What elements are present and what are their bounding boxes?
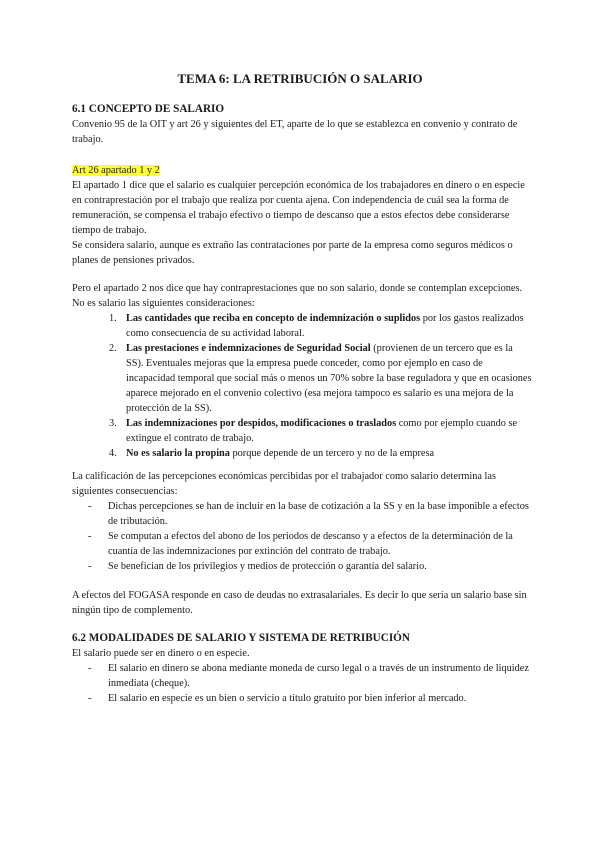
- paragraph-apartado-2: Pero el apartado 2 nos dice que hay contraprestaciones que no son salario, donde se contemplan excepciones. No es salario las siguientes consideraciones:: [72, 283, 523, 309]
- section-2-intro: El salario puede ser en dinero o en especie.: [72, 648, 250, 659]
- paragraph-calificacion: La calificación de las percepciones económicas percibidas por el trabajador como salario determina las siguientes consecuencias:: [72, 471, 496, 497]
- list-item: 2. Las prestaciones e indemnizaciones de Seguridad Social (provienen de un tercero que es la SS). Eventuales mejoras que la empresa puede conceder, como por ejemplo en caso de incapacidad temporal que social más o menos un 70% sobre la base reguladora y que en ocasiones aparece mejorado en el convenio colectivo (esa mejora tampoco es salario es una mejora de la protección de la SS).: [109, 343, 532, 414]
- section-1: [72, 102, 532, 147]
- exceptions-block: [72, 281, 532, 461]
- highlighted-reference: Art 26 apartado 1 y 2: [72, 165, 160, 176]
- modalidades-list: [72, 661, 532, 706]
- exceptions-list: [72, 311, 532, 461]
- art26-block: [72, 163, 532, 268]
- paragraph-salario-seguros: Se considera salario, aunque es extraño las contrataciones por parte de la empresa como seguros médicos o planes de pensiones privados.: [72, 240, 513, 266]
- page-title: TEMA 6: LA RETRIBUCIÓN O SALARIO: [177, 71, 423, 86]
- list-item: 1. Las cantidades que reciba en concepto de indemnización o suplidos por los gastos realizados como consecuencia de su actividad laboral.: [109, 313, 524, 339]
- consequences-list: [72, 499, 532, 574]
- section-2: [72, 631, 532, 706]
- section-1-heading: 6.1 CONCEPTO DE SALARIO: [72, 103, 225, 115]
- list-item: - El salario en especie es un bien o servicio a título gratuito por bien inferior al mercado.: [88, 693, 467, 704]
- section-2-heading: 6.2 MODALIDADES DE SALARIO Y SISTEMA DE RETRIBUCIÓN: [72, 632, 410, 644]
- section-1-intro: Convenio 95 de la OIT y art 26 y siguientes del ET, aparte de lo que se establezca en convenio y contrato de trabajo.: [72, 119, 518, 145]
- fogasa-block: [72, 588, 532, 618]
- list-item: 3. Las indemnizaciones por despidos, modificaciones o traslados como por ejemplo cuando se extingue el contrato de trabajo.: [109, 418, 518, 444]
- list-item: - Dichas percepciones se han de incluir en la base de cotización a la SS y en la base imponible a efectos de tributación.: [88, 501, 529, 527]
- paragraph-apartado-1: El apartado 1 dice que el salario es cualquier percepción económica de los trabajadores en dinero o en especie en contraprestación por el trabajo que realiza por cuenta ajena. Con independencia de cuál sea la forma de remuneración, se compensa el trabajo efectivo o tiempo de descanso que a estos efectos debe considerarse tiempo de trabajo.: [72, 180, 525, 236]
- list-item: - Se computan a efectos del abono de los periodos de descanso y a efectos de la determinación de la cuantía de las indemnizaciones por extinción del contrato de trabajo.: [88, 531, 513, 557]
- consequences-block: [72, 469, 532, 574]
- list-item: - El salario en dinero se abona mediante moneda de curso legal o a través de un instrumento de liquidez inmediata (cheque).: [88, 663, 529, 689]
- list-item: 4. No es salario la propina porque depende de un tercero y no de la empresa: [109, 448, 435, 459]
- list-item: - Se benefician de los privilegios y medios de protección o garantía del salario.: [88, 561, 427, 572]
- paragraph-fogasa: A efectos del FOGASA responde en caso de deudas no extrasalariales. Es decir lo que sería un salario base sin ningún tipo de complemento.: [72, 590, 527, 616]
